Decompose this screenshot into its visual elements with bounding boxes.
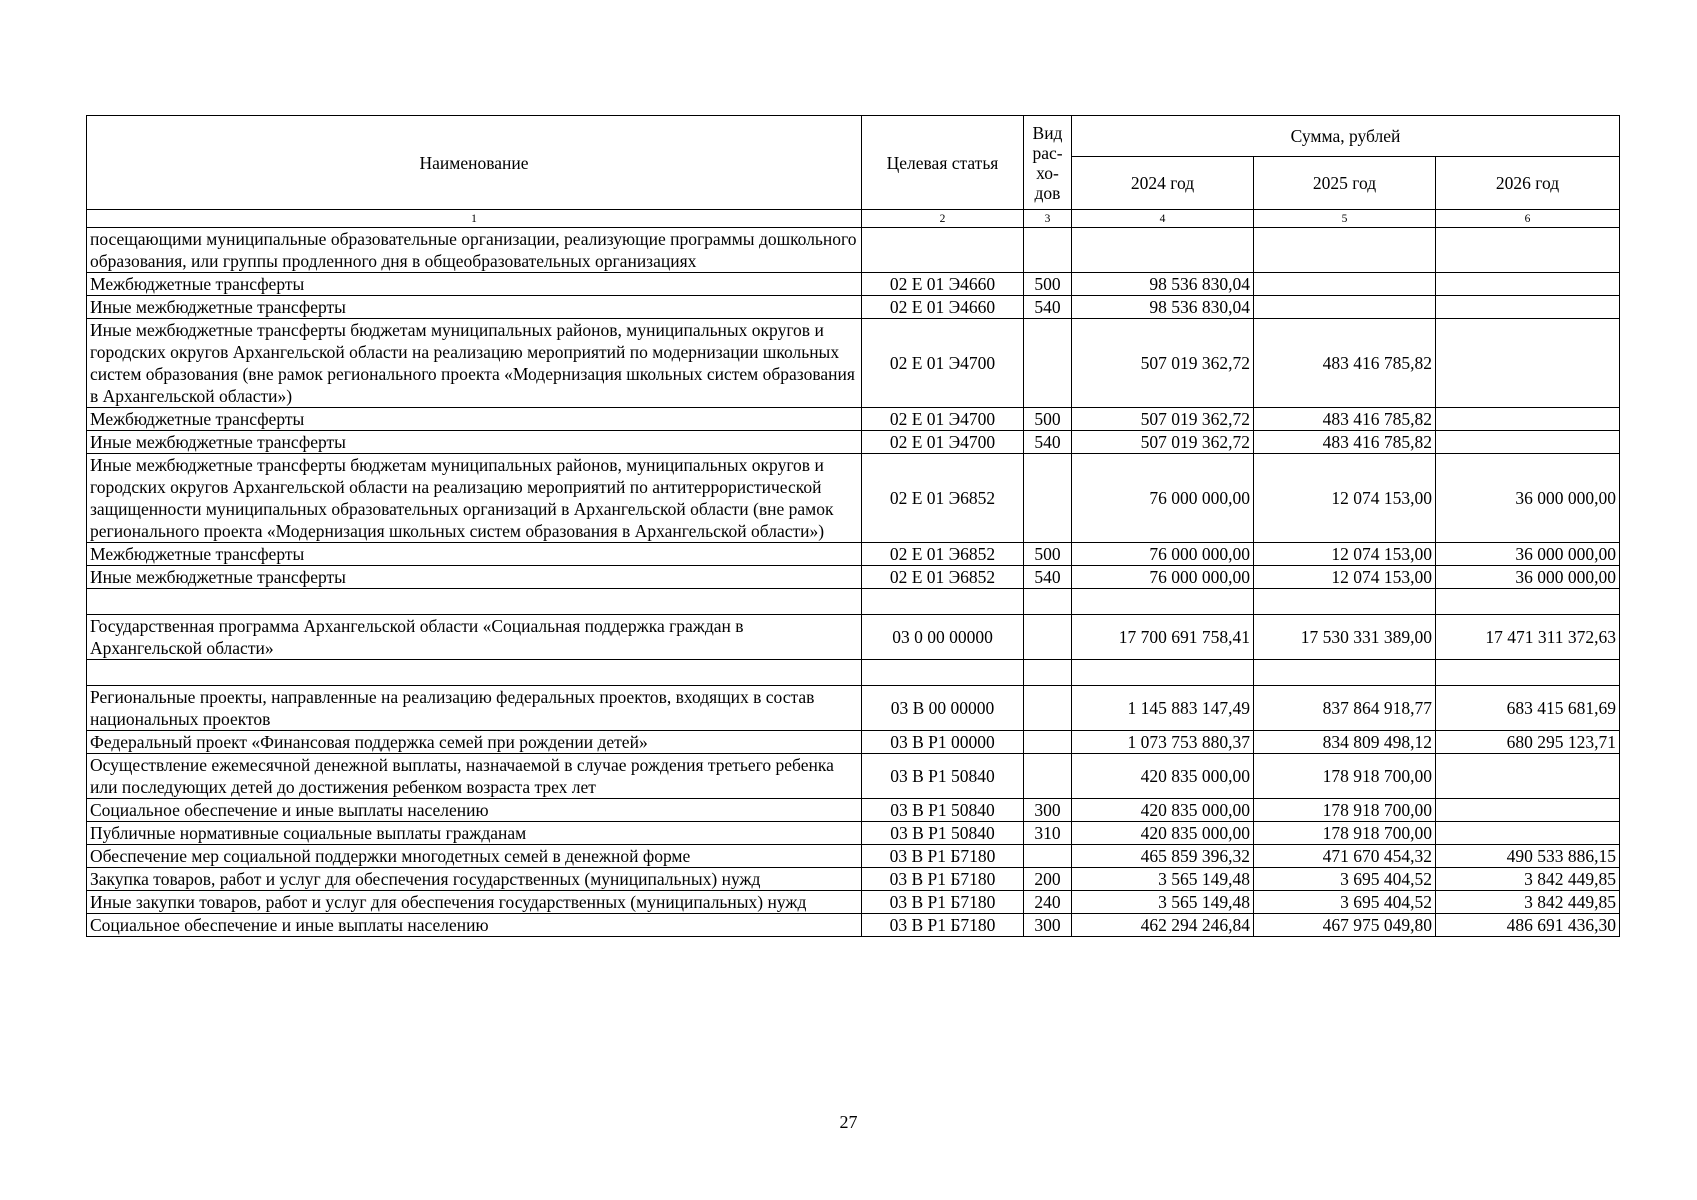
table-row (87, 686, 1620, 731)
row-target-article: 03 В 00 00000 (862, 686, 1024, 731)
row-amount-2024: 507 019 362,72 (1072, 431, 1254, 454)
table-row (87, 454, 1620, 543)
spacer-row (87, 589, 1620, 615)
row-name: Межбюджетные трансферты (87, 408, 862, 431)
row-amount-2024: 507 019 362,72 (1072, 319, 1254, 408)
row-amount-2025: 12 074 153,00 (1254, 566, 1436, 589)
row-amount-2026 (1436, 319, 1620, 408)
row-amount-2026: 36 000 000,00 (1436, 543, 1620, 566)
row-target-article (862, 228, 1024, 273)
row-name (87, 589, 862, 615)
row-target-article: 02 Е 01 Э4660 (862, 296, 1024, 319)
row-expense-type: 500 (1024, 408, 1072, 431)
row-expense-type (1024, 754, 1072, 799)
row-amount-2026: 486 691 436,30 (1436, 914, 1620, 937)
row-amount-2024: 76 000 000,00 (1072, 566, 1254, 589)
row-target-article: 03 В Р1 50840 (862, 822, 1024, 845)
row-expense-type: 540 (1024, 296, 1072, 319)
row-name: Иные межбюджетные трансферты бюджетам муниципальных районов, муниципальных округов и городских округов Архангельской области на реализацию мероприятий по антитеррористической защищенности муниципальных образовательных организаций в Архангельской области (вне рамок регионального проекта «Модернизация школьных систем образования в Архангельской области») (87, 454, 862, 543)
row-amount-2026: 683 415 681,69 (1436, 686, 1620, 731)
row-target-article: 03 В Р1 Б7180 (862, 845, 1024, 868)
row-target-article: 03 В Р1 50840 (862, 754, 1024, 799)
row-name: Государственная программа Архангельской области «Социальная поддержка граждан в Архангельской области» (87, 615, 862, 660)
row-expense-type: 240 (1024, 891, 1072, 914)
table-row (87, 799, 1620, 822)
row-name: Иные межбюджетные трансферты (87, 431, 862, 454)
row-target-article: 02 Е 01 Э6852 (862, 454, 1024, 543)
row-amount-2026: 36 000 000,00 (1436, 566, 1620, 589)
column-number: 1 (87, 210, 862, 228)
row-expense-type (1024, 686, 1072, 731)
row-expense-type: 300 (1024, 799, 1072, 822)
row-amount-2024 (1072, 589, 1254, 615)
row-amount-2026 (1436, 296, 1620, 319)
header-target-article: Целевая статья (862, 116, 1024, 210)
row-amount-2025: 3 695 404,52 (1254, 868, 1436, 891)
column-number: 5 (1254, 210, 1436, 228)
row-amount-2026 (1436, 589, 1620, 615)
row-target-article: 02 Е 01 Э4700 (862, 319, 1024, 408)
row-amount-2024: 76 000 000,00 (1072, 454, 1254, 543)
row-target-article: 02 Е 01 Э4700 (862, 431, 1024, 454)
row-name: Социальное обеспечение и иные выплаты населению (87, 799, 862, 822)
row-amount-2024: 17 700 691 758,41 (1072, 615, 1254, 660)
header-sum: Сумма, рублей (1072, 116, 1620, 157)
table-row (87, 754, 1620, 799)
row-target-article: 02 Е 01 Э4660 (862, 273, 1024, 296)
table-row (87, 891, 1620, 914)
row-name: Иные межбюджетные трансферты бюджетам муниципальных районов, муниципальных округов и городских округов Архангельской области на реализацию мероприятий по модернизации школьных систем образования (вне рамок регионального проекта «Модернизация школьных систем образования в Архангельской области») (87, 319, 862, 408)
row-expense-type (1024, 615, 1072, 660)
row-amount-2025 (1254, 589, 1436, 615)
row-expense-type: 300 (1024, 914, 1072, 937)
row-amount-2025 (1254, 228, 1436, 273)
row-amount-2025: 17 530 331 389,00 (1254, 615, 1436, 660)
column-number-row (87, 210, 1620, 228)
table-row (87, 408, 1620, 431)
row-name: посещающими муниципальные образовательные организации, реализующие программы дошкольного образования, или группы продленного дня в общеобразовательных организациях (87, 228, 862, 273)
row-expense-type (1024, 660, 1072, 686)
column-number: 2 (862, 210, 1024, 228)
row-name: Региональные проекты, направленные на реализацию федеральных проектов, входящих в состав национальных проектов (87, 686, 862, 731)
row-target-article (862, 660, 1024, 686)
row-amount-2024: 465 859 396,32 (1072, 845, 1254, 868)
column-number: 6 (1436, 210, 1620, 228)
row-name: Иные межбюджетные трансферты (87, 566, 862, 589)
row-amount-2024: 420 835 000,00 (1072, 799, 1254, 822)
row-amount-2026 (1436, 273, 1620, 296)
table-row (87, 914, 1620, 937)
table-row (87, 566, 1620, 589)
row-amount-2024: 462 294 246,84 (1072, 914, 1254, 937)
row-amount-2026 (1436, 228, 1620, 273)
row-amount-2025: 178 918 700,00 (1254, 799, 1436, 822)
row-amount-2026 (1436, 822, 1620, 845)
row-expense-type: 540 (1024, 566, 1072, 589)
row-amount-2026 (1436, 799, 1620, 822)
row-target-article: 03 В Р1 50840 (862, 799, 1024, 822)
row-target-article: 03 В Р1 00000 (862, 731, 1024, 754)
row-target-article: 02 Е 01 Э6852 (862, 566, 1024, 589)
table-row (87, 431, 1620, 454)
row-target-article: 03 В Р1 Б7180 (862, 914, 1024, 937)
table-row (87, 319, 1620, 408)
row-target-article: 03 В Р1 Б7180 (862, 891, 1024, 914)
row-target-article: 02 Е 01 Э6852 (862, 543, 1024, 566)
budget-table (86, 115, 1620, 937)
header-year-2024: 2024 год (1072, 157, 1254, 210)
header-year-2026: 2026 год (1436, 157, 1620, 210)
row-name: Социальное обеспечение и иные выплаты населению (87, 914, 862, 937)
row-amount-2024: 3 565 149,48 (1072, 868, 1254, 891)
table-body (87, 228, 1620, 937)
row-amount-2025 (1254, 660, 1436, 686)
row-amount-2025: 3 695 404,52 (1254, 891, 1436, 914)
header-year-2025: 2025 год (1254, 157, 1436, 210)
row-expense-type (1024, 731, 1072, 754)
row-target-article: 02 Е 01 Э4700 (862, 408, 1024, 431)
row-target-article (862, 589, 1024, 615)
header-name: Наименование (87, 116, 862, 210)
row-expense-type: 540 (1024, 431, 1072, 454)
row-name: Межбюджетные трансферты (87, 273, 862, 296)
row-amount-2024: 420 835 000,00 (1072, 754, 1254, 799)
row-target-article: 03 0 00 00000 (862, 615, 1024, 660)
row-amount-2025: 471 670 454,32 (1254, 845, 1436, 868)
row-amount-2025 (1254, 273, 1436, 296)
row-expense-type (1024, 589, 1072, 615)
row-amount-2025 (1254, 296, 1436, 319)
table-row (87, 845, 1620, 868)
row-amount-2025: 483 416 785,82 (1254, 408, 1436, 431)
row-expense-type (1024, 319, 1072, 408)
table-row (87, 543, 1620, 566)
header-expense-type: Вид рас-хо-дов (1024, 116, 1072, 210)
row-expense-type: 310 (1024, 822, 1072, 845)
table-row (87, 615, 1620, 660)
row-amount-2025: 837 864 918,77 (1254, 686, 1436, 731)
row-expense-type (1024, 454, 1072, 543)
row-amount-2026: 36 000 000,00 (1436, 454, 1620, 543)
row-amount-2025: 467 975 049,80 (1254, 914, 1436, 937)
row-amount-2024 (1072, 660, 1254, 686)
table-row (87, 822, 1620, 845)
column-number: 3 (1024, 210, 1072, 228)
row-amount-2024: 507 019 362,72 (1072, 408, 1254, 431)
row-name: Иные закупки товаров, работ и услуг для обеспечения государственных (муниципальных) нужд (87, 891, 862, 914)
row-name: Федеральный проект «Финансовая поддержка семей при рождении детей» (87, 731, 862, 754)
row-name: Закупка товаров, работ и услуг для обеспечения государственных (муниципальных) нужд (87, 868, 862, 891)
row-amount-2024 (1072, 228, 1254, 273)
row-expense-type: 500 (1024, 543, 1072, 566)
table-row (87, 731, 1620, 754)
row-name: Обеспечение мер социальной поддержки многодетных семей в денежной форме (87, 845, 862, 868)
row-amount-2026: 3 842 449,85 (1436, 868, 1620, 891)
row-amount-2025: 178 918 700,00 (1254, 754, 1436, 799)
row-amount-2024: 420 835 000,00 (1072, 822, 1254, 845)
row-name (87, 660, 862, 686)
row-expense-type (1024, 228, 1072, 273)
row-target-article: 03 В Р1 Б7180 (862, 868, 1024, 891)
row-amount-2025: 483 416 785,82 (1254, 431, 1436, 454)
row-amount-2026: 680 295 123,71 (1436, 731, 1620, 754)
row-amount-2024: 98 536 830,04 (1072, 296, 1254, 319)
row-amount-2025: 834 809 498,12 (1254, 731, 1436, 754)
table-row (87, 868, 1620, 891)
row-amount-2024: 76 000 000,00 (1072, 543, 1254, 566)
row-amount-2026: 17 471 311 372,63 (1436, 615, 1620, 660)
page-number: 27 (839, 1112, 858, 1132)
row-name: Иные межбюджетные трансферты (87, 296, 862, 319)
row-amount-2024: 3 565 149,48 (1072, 891, 1254, 914)
row-expense-type (1024, 845, 1072, 868)
row-amount-2026: 490 533 886,15 (1436, 845, 1620, 868)
table-row (87, 228, 1620, 273)
row-amount-2025: 178 918 700,00 (1254, 822, 1436, 845)
table-row (87, 273, 1620, 296)
row-amount-2026 (1436, 754, 1620, 799)
row-expense-type: 500 (1024, 273, 1072, 296)
table-header (87, 116, 1620, 228)
row-amount-2026 (1436, 431, 1620, 454)
row-amount-2025: 12 074 153,00 (1254, 454, 1436, 543)
row-amount-2024: 1 073 753 880,37 (1072, 731, 1254, 754)
spacer-row (87, 660, 1620, 686)
column-number: 4 (1072, 210, 1254, 228)
table-row (87, 296, 1620, 319)
row-name: Осуществление ежемесячной денежной выплаты, назначаемой в случае рождения третьего ребенка или последующих детей до достижения ребенком возраста трех лет (87, 754, 862, 799)
row-amount-2026 (1436, 408, 1620, 431)
row-name: Межбюджетные трансферты (87, 543, 862, 566)
row-amount-2026 (1436, 660, 1620, 686)
row-amount-2026: 3 842 449,85 (1436, 891, 1620, 914)
row-amount-2024: 1 145 883 147,49 (1072, 686, 1254, 731)
row-amount-2025: 12 074 153,00 (1254, 543, 1436, 566)
row-amount-2024: 98 536 830,04 (1072, 273, 1254, 296)
row-expense-type: 200 (1024, 868, 1072, 891)
row-name: Публичные нормативные социальные выплаты гражданам (87, 822, 862, 845)
row-amount-2025: 483 416 785,82 (1254, 319, 1436, 408)
